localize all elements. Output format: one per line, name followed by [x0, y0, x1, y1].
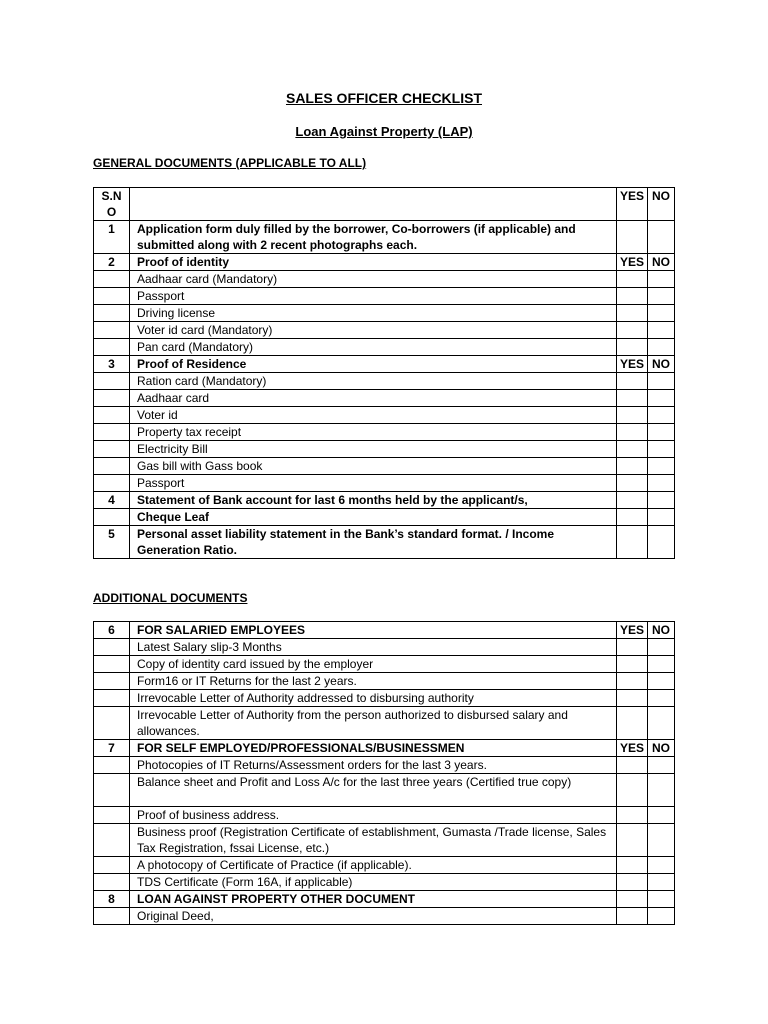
yes-header: YES — [616, 188, 647, 221]
sub-item-text: Ration card (Mandatory) — [130, 373, 617, 390]
table-row — [94, 373, 675, 390]
table-row — [94, 740, 675, 757]
no-checkbox-cell[interactable] — [648, 673, 675, 690]
sub-item-text: Passport — [130, 475, 617, 492]
sub-item-text: Photocopies of IT Returns/Assessment orders for the last 3 years. — [130, 757, 617, 774]
table-row — [94, 891, 675, 908]
sub-item-text: Property tax receipt — [130, 424, 617, 441]
yes-checkbox-cell[interactable] — [616, 221, 647, 254]
sub-item-text: Voter id — [130, 407, 617, 424]
sno-cell: 2 — [94, 254, 130, 271]
no-checkbox-cell[interactable] — [648, 407, 675, 424]
no-checkbox-cell[interactable] — [648, 509, 675, 526]
yes-checkbox-cell[interactable] — [616, 407, 647, 424]
yes-checkbox-cell[interactable] — [616, 891, 647, 908]
sno-cell: 8 — [94, 891, 130, 908]
table-row — [94, 639, 675, 656]
no-checkbox-cell[interactable] — [648, 322, 675, 339]
table-row — [94, 757, 675, 774]
yes-label: YES — [616, 740, 647, 757]
table-row — [94, 305, 675, 322]
yes-checkbox-cell[interactable] — [616, 288, 647, 305]
item-text: Statement of Bank account for last 6 months held by the applicant/s, — [130, 492, 617, 509]
sub-item-text: Passport — [130, 288, 617, 305]
yes-checkbox-cell[interactable] — [616, 390, 647, 407]
no-label: NO — [648, 622, 675, 639]
yes-checkbox-cell[interactable] — [616, 424, 647, 441]
sno-cell: 5 — [94, 526, 130, 559]
table-row — [94, 874, 675, 891]
no-checkbox-cell[interactable] — [648, 874, 675, 891]
no-checkbox-cell[interactable] — [648, 690, 675, 707]
yes-checkbox-cell[interactable] — [616, 824, 647, 857]
table-row — [94, 824, 675, 857]
no-checkbox-cell[interactable] — [648, 373, 675, 390]
sub-item-text: Electricity Bill — [130, 441, 617, 458]
yes-label: YES — [616, 356, 647, 373]
table-row — [94, 673, 675, 690]
yes-checkbox-cell[interactable] — [616, 673, 647, 690]
yes-checkbox-cell[interactable] — [616, 874, 647, 891]
no-checkbox-cell[interactable] — [648, 774, 675, 807]
table-row — [94, 271, 675, 288]
no-checkbox-cell[interactable] — [648, 707, 675, 740]
additional-documents-table — [93, 621, 675, 925]
sub-item-text: Original Deed, — [130, 908, 617, 925]
description-header — [130, 188, 617, 221]
sub-item-text: Driving license — [130, 305, 617, 322]
table-row — [94, 475, 675, 492]
sub-item-text: Pan card (Mandatory) — [130, 339, 617, 356]
yes-checkbox-cell[interactable] — [616, 305, 647, 322]
no-checkbox-cell[interactable] — [648, 908, 675, 925]
yes-checkbox-cell[interactable] — [616, 373, 647, 390]
table-row — [94, 288, 675, 305]
sub-item-text: Gas bill with Gass book — [130, 458, 617, 475]
yes-checkbox-cell[interactable] — [616, 509, 647, 526]
yes-checkbox-cell[interactable] — [616, 857, 647, 874]
no-checkbox-cell[interactable] — [648, 857, 675, 874]
no-checkbox-cell[interactable] — [648, 424, 675, 441]
item-text: Proof of identity — [130, 254, 617, 271]
table-row — [94, 690, 675, 707]
sub-item-text: Aadhaar card (Mandatory) — [130, 271, 617, 288]
sno-cell: 3 — [94, 356, 130, 373]
table-row — [94, 221, 675, 254]
no-checkbox-cell[interactable] — [648, 390, 675, 407]
table-row — [94, 322, 675, 339]
table-row — [94, 339, 675, 356]
yes-checkbox-cell[interactable] — [616, 707, 647, 740]
table-row — [94, 458, 675, 475]
item-text: FOR SELF EMPLOYED/PROFESSIONALS/BUSINESSMEN — [130, 740, 617, 757]
sub-item-text: TDS Certificate (Form 16A, if applicable) — [130, 874, 617, 891]
yes-checkbox-cell[interactable] — [616, 656, 647, 673]
no-checkbox-cell[interactable] — [648, 221, 675, 254]
yes-checkbox-cell[interactable] — [616, 492, 647, 509]
table-row — [94, 707, 675, 740]
table-header-row — [94, 188, 675, 221]
sub-item-text: A photocopy of Certificate of Practice (if applicable). — [130, 857, 617, 874]
yes-checkbox-cell[interactable] — [616, 441, 647, 458]
sub-item-text: Aadhaar card — [130, 390, 617, 407]
sub-item-text: Balance sheet and Profit and Loss A/c for the last three years (Certified true copy) — [130, 774, 617, 807]
no-checkbox-cell[interactable] — [648, 656, 675, 673]
table-row — [94, 774, 675, 807]
sub-item-text: Form16 or IT Returns for the last 2 years. — [130, 673, 617, 690]
sub-item-text: Irrevocable Letter of Authority addressed to disbursing authority — [130, 690, 617, 707]
table-row — [94, 492, 675, 509]
sub-item-text: Cheque Leaf — [130, 509, 617, 526]
yes-checkbox-cell[interactable] — [616, 639, 647, 656]
no-label: NO — [648, 254, 675, 271]
yes-checkbox-cell[interactable] — [616, 690, 647, 707]
yes-checkbox-cell[interactable] — [616, 271, 647, 288]
general-documents-heading: GENERAL DOCUMENTS (APPLICABLE TO ALL) — [93, 156, 367, 170]
item-text: FOR SALARIED EMPLOYEES — [130, 622, 617, 639]
yes-checkbox-cell[interactable] — [616, 322, 647, 339]
page-title: SALES OFFICER CHECKLIST — [285, 90, 482, 106]
item-text: Application form duly filled by the borrower, Co-borrowers (if applicable) and submitted along with 2 recent photographs each. — [130, 221, 617, 254]
no-checkbox-cell[interactable] — [648, 305, 675, 322]
no-checkbox-cell[interactable] — [648, 492, 675, 509]
no-checkbox-cell[interactable] — [648, 824, 675, 857]
item-text: Personal asset liability statement in the Bank’s standard format. / Income Generation Ratio. — [130, 526, 617, 559]
sub-item-text: Irrevocable Letter of Authority from the person authorized to disbursed salary and allowances. — [130, 707, 617, 740]
table-row — [94, 807, 675, 824]
table-row — [94, 656, 675, 673]
yes-label: YES — [616, 254, 647, 271]
table-row — [94, 407, 675, 424]
yes-label: YES — [616, 622, 647, 639]
sub-item-text: Voter id card (Mandatory) — [130, 322, 617, 339]
sno-header: S.N O — [94, 188, 130, 221]
item-text: LOAN AGAINST PROPERTY OTHER DOCUMENT — [130, 891, 617, 908]
table-row — [94, 254, 675, 271]
yes-checkbox-cell[interactable] — [616, 458, 647, 475]
no-checkbox-cell[interactable] — [648, 441, 675, 458]
additional-documents-heading: ADDITIONAL DOCUMENTS — [93, 591, 248, 605]
table-row — [94, 441, 675, 458]
sno-cell: 1 — [94, 221, 130, 254]
sub-item-text: Copy of identity card issued by the employer — [130, 656, 617, 673]
yes-checkbox-cell[interactable] — [616, 908, 647, 925]
no-checkbox-cell[interactable] — [648, 271, 675, 288]
no-checkbox-cell[interactable] — [648, 339, 675, 356]
no-header: NO — [648, 188, 675, 221]
item-text: Proof of Residence — [130, 356, 617, 373]
no-checkbox-cell[interactable] — [648, 639, 675, 656]
no-label: NO — [648, 740, 675, 757]
sub-item-text: Latest Salary slip-3 Months — [130, 639, 617, 656]
yes-checkbox-cell[interactable] — [616, 475, 647, 492]
yes-checkbox-cell[interactable] — [616, 807, 647, 824]
table-row — [94, 509, 675, 526]
yes-checkbox-cell[interactable] — [616, 774, 647, 807]
no-label: NO — [648, 356, 675, 373]
no-checkbox-cell[interactable] — [648, 807, 675, 824]
yes-checkbox-cell[interactable] — [616, 757, 647, 774]
yes-checkbox-cell[interactable] — [616, 339, 647, 356]
page-subtitle: Loan Against Property (LAP) — [295, 124, 473, 139]
sno-cell: 6 — [94, 622, 130, 639]
table-row — [94, 526, 675, 559]
table-row — [94, 622, 675, 639]
table-row — [94, 857, 675, 874]
no-checkbox-cell[interactable] — [648, 526, 675, 559]
no-checkbox-cell[interactable] — [648, 475, 675, 492]
no-checkbox-cell[interactable] — [648, 458, 675, 475]
no-checkbox-cell[interactable] — [648, 288, 675, 305]
no-checkbox-cell[interactable] — [648, 757, 675, 774]
table-row — [94, 908, 675, 925]
no-checkbox-cell[interactable] — [648, 891, 675, 908]
table-row — [94, 390, 675, 407]
table-row — [94, 424, 675, 441]
sub-item-text: Business proof (Registration Certificate of establishment, Gumasta /Trade license, Sales Tax Registration, fssai License, etc.) — [130, 824, 617, 857]
yes-checkbox-cell[interactable] — [616, 526, 647, 559]
sno-cell: 4 — [94, 492, 130, 509]
sub-item-text: Proof of business address. — [130, 807, 617, 824]
table-row — [94, 356, 675, 373]
general-documents-table — [93, 187, 675, 559]
sno-cell: 7 — [94, 740, 130, 757]
